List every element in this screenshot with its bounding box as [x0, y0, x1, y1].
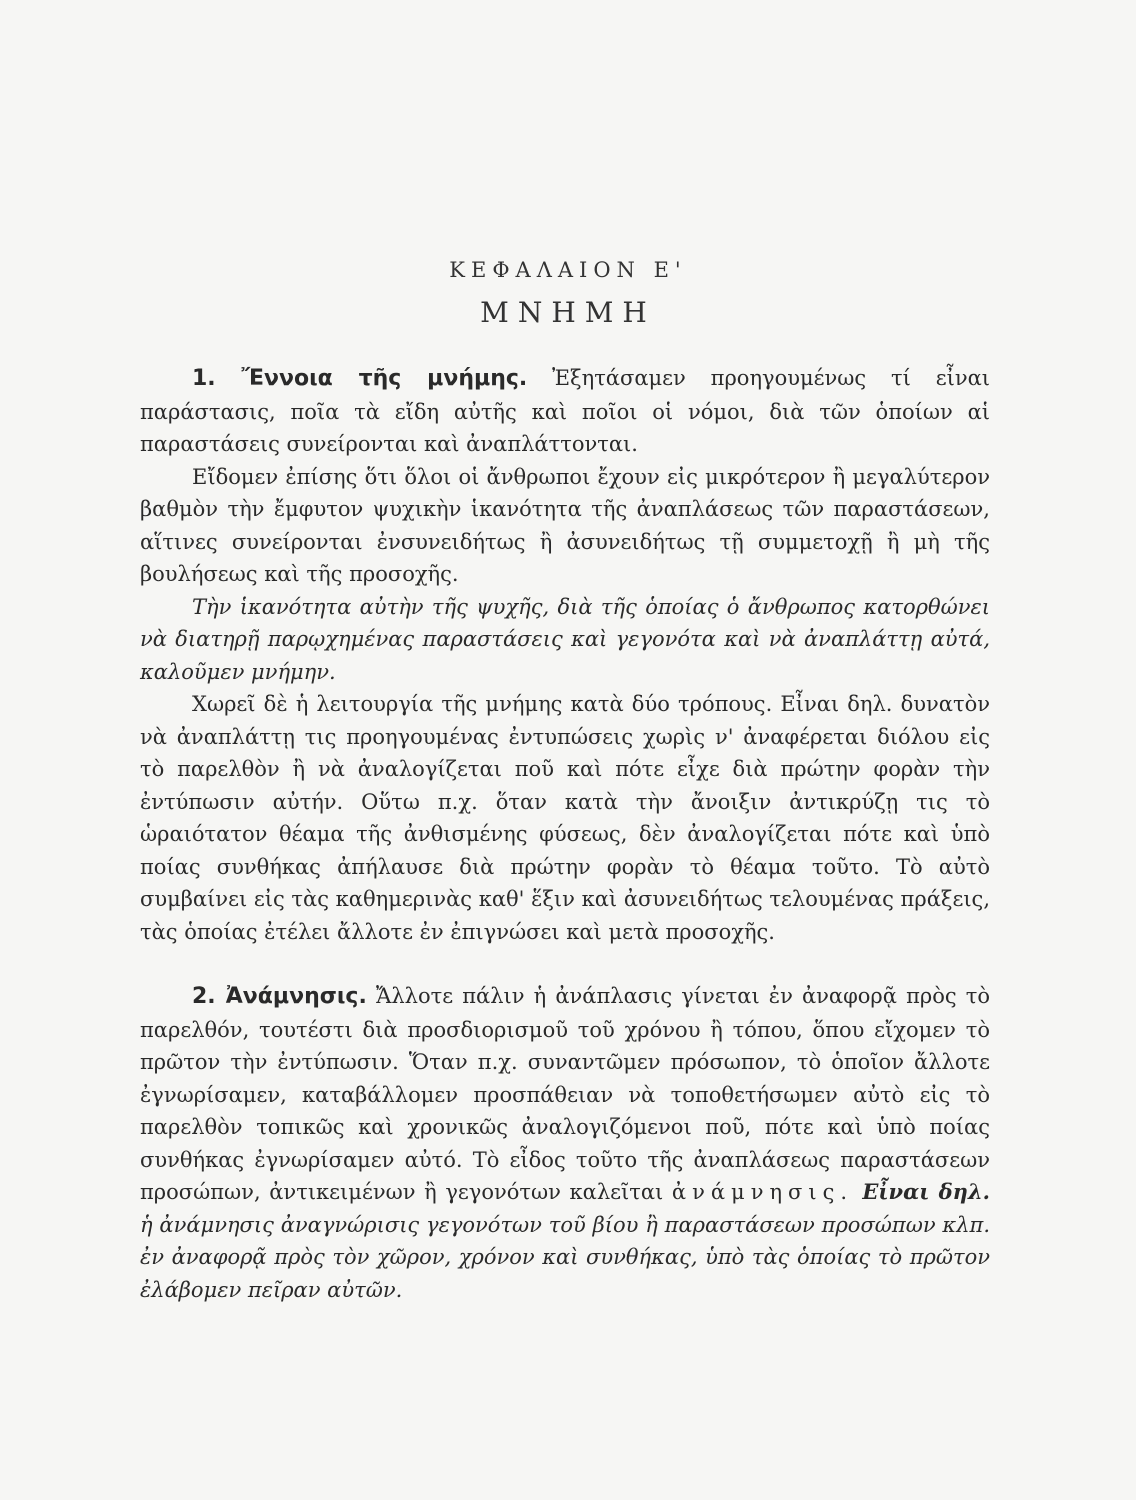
section-1-paragraph-2: Εἴδομεν ἐπίσης ὅτι ὅλοι οἱ ἄνθρωποι ἔχουν εἰς μικρότερον ἢ μεγαλύτερον βαθμὸν τὴν ἔμφυτον ψυχικὴν ἱκανότητα τῆς ἀναπλάσεως τῶν παραστάσεων, αἵτινες συνείρονται ἐνσυνειδήτως ἢ ἀσυνειδήτως τῇ συμμετοχῇ ἢ μὴ τῆς βουλήσεως καὶ τῆς προσοχῆς. — [140, 464, 990, 586]
section-2-paragraph-1 — [140, 980, 990, 1306]
section-2-emphasis: Εἶναι δηλ. — [853, 1179, 990, 1204]
section-2-heading: 2. Ἀνάμνησις. — [192, 984, 367, 1009]
section-1-paragraph-4: Χωρεῖ δὲ ἡ λειτουργία τῆς μνήμης κατὰ δύο τρόπους. Εἶναι δηλ. δυνατὸν νὰ ἀναπλάττῃ τις προηγουμένας ἐντυπώσεις χωρὶς ν' ἀναφέρεται διόλου εἰς τὸ παρελθὸν ἢ νὰ ἀναλογίζεται ποῦ καὶ πότε εἶχε διὰ πρώτην φορὰν τὴν ἐντύπωσιν αὐτήν. Οὕτω π.χ. ὅταν κατὰ τὴν ἄνοιξιν ἀντικρύζῃ τις τὸ ὡραιότατον θέαμα τῆς ἀνθισμένης φύσεως, δὲν ἀναλογίζεται πότε καὶ ὑπὸ ποίας συνθήκας ἀπήλαυσε διὰ πρώτην φορὰν τὸ θέαμα τοῦτο. Τὸ αὐτὸ συμβαίνει εἰς τὰς καθημερινὰς καθ' ἕξιν καὶ ἀσυνειδήτως τελουμένας πράξεις, τὰς ὁποίας ἐτέλει ἄλλοτε ἐν ἐπιγνώσει καὶ μετὰ προσοχῆς. — [140, 692, 990, 944]
section-1-paragraph-1 — [140, 362, 990, 461]
section-1-heading: 1. Ἔννοια τῆς μνήμης. — [192, 366, 528, 391]
section-1-paragraph-3 — [140, 591, 990, 689]
body-text — [140, 362, 990, 1306]
chapter-label: ΚΕΦΑΛΑΙΟΝ Ε' — [449, 258, 687, 282]
definition-text: Τὴν ἱκανότητα αὐτὴν τῆς ψυχῆς, διὰ τῆς ὁποίας ὁ ἄνθρωπος κατορθώνει νὰ διατηρῇ παρῳχημένας παραστάσεις καὶ γεγονότα καὶ νὰ ἀναπλάττῃ αὐτά, καλοῦμεν μνήμην. — [140, 594, 990, 684]
section-2-definition: ἡ ἀνάμνησις ἀναγνώρισις γεγονότων τοῦ βίου ἢ παραστάσεων προσώπων κλπ. ἐν ἀναφορᾷ πρὸς τὸν χῶρον, χρόνον καὶ συνθήκας, ὑπὸ τὰς ὁποίας τὸ πρῶτον ἐλάβομεν πεῖραν αὐτῶν. — [140, 1212, 990, 1302]
section-1-text-1: Ἐξητάσαμεν προηγουμένως τί εἶναι παράστασις, ποῖα τὰ εἴδη αὐτῆς καὶ ποῖοι οἱ νόμοι, διὰ τῶν ὁποίων αἱ παραστάσεις συνείρονται καὶ ἀναπλάττονται. — [140, 366, 991, 456]
chapter-title: ΜΝΗΜΗ — [480, 296, 656, 329]
section-2-text-1: Ἄλλοτε πάλιν ἡ ἀνάπλασις γίνεται ἐν ἀναφορᾷ πρὸς τὸ παρελθόν, τουτέστι διὰ προσδιορισμοῦ τοῦ χρόνου ἢ τόπου, ὅπου εἴχομεν τὸ πρῶτον τὴν ἐντύπωσιν. Ὅταν π.χ. συναντῶμεν πρόσωπον, τὸ ὁποῖον ἄλλοτε ἐγνωρίσαμεν, καταβάλλομεν προσπάθειαν νὰ τοποθετήσωμεν αὐτὸ εἰς τὸ παρελθὸν τοπικῶς καὶ χρονικῶς ἀναλογιζόμενοι ποῦ, πότε καὶ ὑπὸ ποίας συνθήκας ἐγνωρίσαμεν αὐτό. Τὸ εἶδος τοῦτο τῆς ἀναπλάσεως παραστάσεων προσώπων, ἀντικειμένων ἢ γεγονότων καλεῖται — [140, 984, 991, 1204]
term-anamnesis: ἀνάμνησις. — [671, 1180, 854, 1204]
